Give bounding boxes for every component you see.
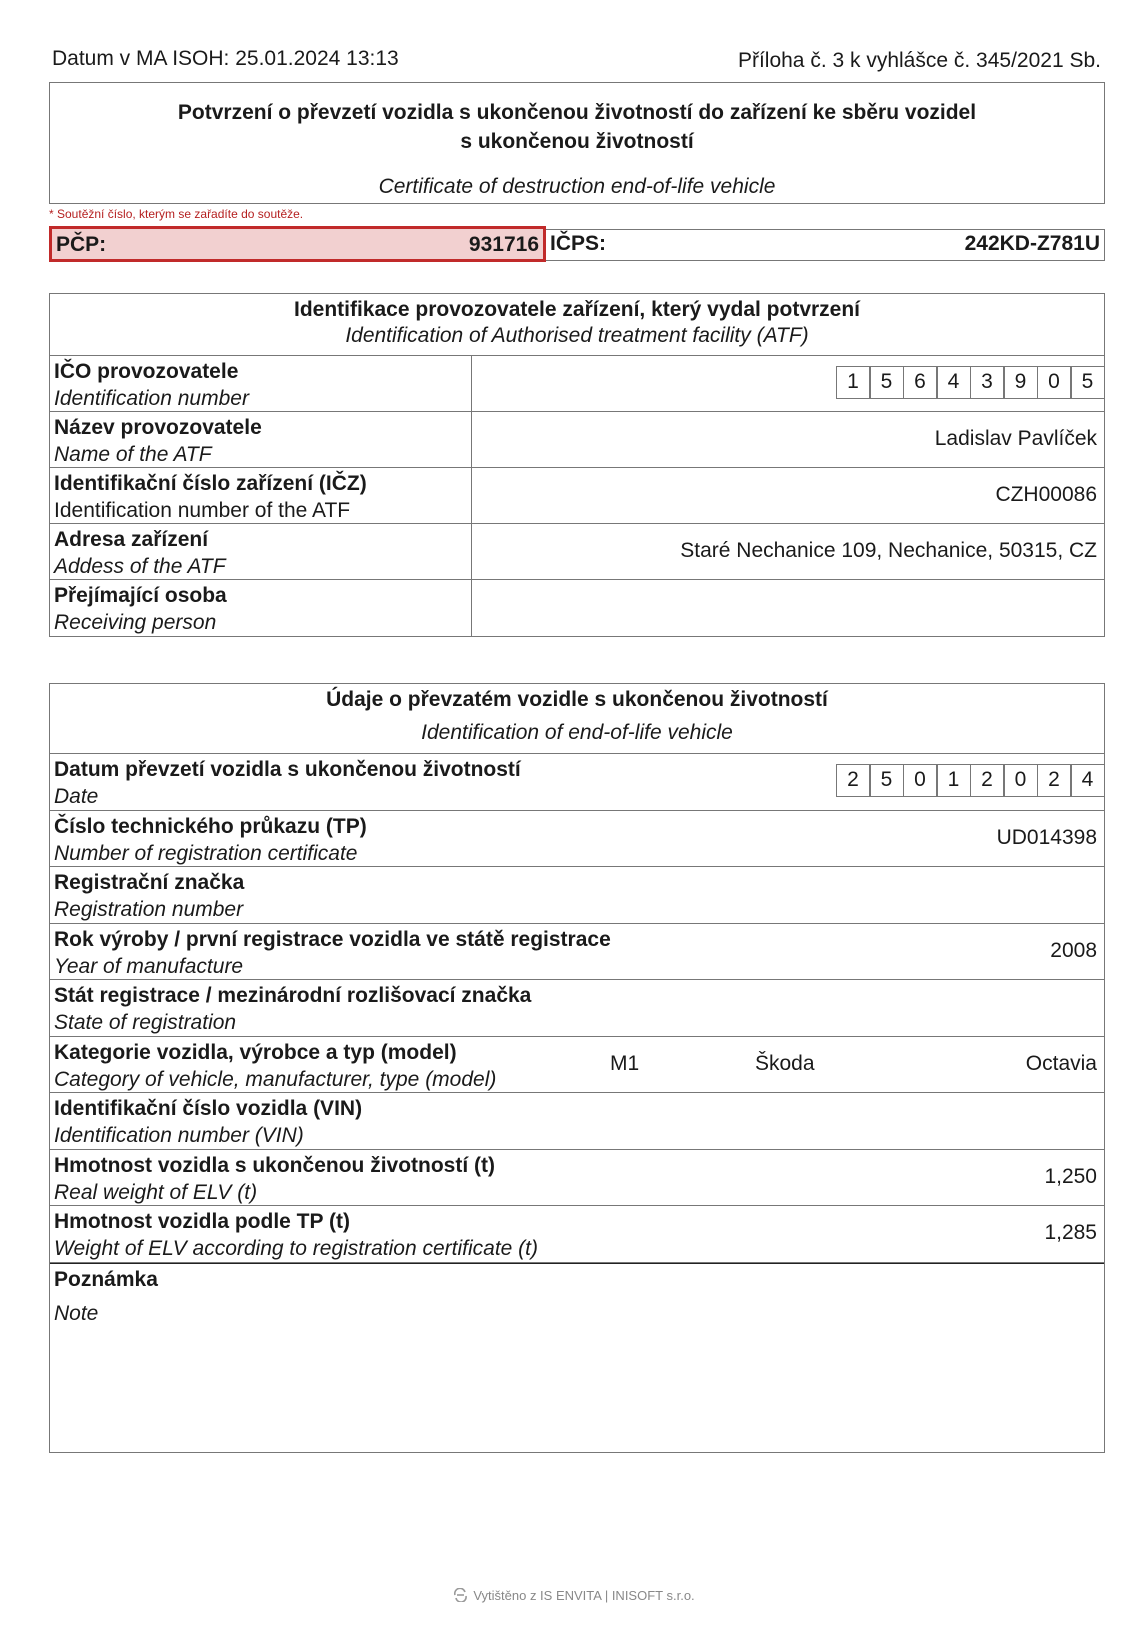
icps-label: IČPS:: [550, 232, 607, 255]
vehicle-section: [49, 683, 1105, 1453]
vehicle-subtitle: Identification of end-of-life vehicle: [421, 721, 733, 744]
ico-digit: 4: [936, 366, 971, 399]
ico-digit: 5: [869, 366, 904, 399]
year-value: 2008: [1050, 938, 1097, 962]
atf-row-address: Adresa zařízení Addess of the ATF Staré Nechanice 109, Nechanice, 50315, CZ: [50, 524, 1104, 580]
vehicle-row-date: Datum převzetí vozidla s ukončenou životností Date 2 5 0 1 2 0 2 4: [50, 754, 1104, 811]
model-value: Octavia: [1025, 1051, 1097, 1075]
atf-row-receiving-person: Přejímající osoba Receiving person: [50, 580, 1104, 636]
category-value: M1: [610, 1051, 640, 1075]
atf-address-value: Staré Nechanice 109, Nechanice, 50315, CZ: [680, 539, 1097, 562]
certificate-title: Potvrzení o převzetí vozidla s ukončenou životností do zařízení ke sběru vozidel s ukončenou životností: [177, 101, 977, 153]
isoh-date: Datum v MA ISOH: 25.01.2024 13:13: [52, 47, 399, 70]
date-digit: 0: [1003, 764, 1038, 797]
date-digit: 4: [1070, 764, 1105, 797]
pcp-icps-row: [49, 226, 1105, 262]
certificate-header: [49, 82, 1105, 204]
certificate-subtitle: Certificate of destruction end-of-life vehicle: [378, 175, 776, 198]
ico-digit: 9: [1003, 366, 1038, 399]
pcp-value: 931716: [468, 233, 539, 256]
vehicle-section-header: [50, 684, 1104, 754]
date-digit: 0: [903, 764, 938, 797]
vehicle-title: Údaje o převzatém vozidle s ukončenou životností: [326, 688, 828, 711]
vehicle-row-category: Kategorie vozidla, výrobce a typ (model) Category of vehicle, manufacturer, type (model) M1 Škoda Octavia: [50, 1037, 1104, 1094]
ico-digit: 3: [970, 366, 1005, 399]
vehicle-row-real-weight: Hmotnost vozidla s ukončenou životností (t) Real weight of ELV (t) 1,250: [50, 1150, 1104, 1207]
contest-note: * Soutěžní číslo, kterým se zařadíte do soutěže.: [49, 207, 304, 221]
atf-row-icz: Identifikační číslo zařízení (IČZ) Identification number of the ATF CZH00086: [50, 468, 1104, 524]
atf-icz-value: CZH00086: [995, 483, 1097, 506]
tp-number-value: UD014398: [996, 825, 1097, 849]
pcp-highlight-box: [49, 226, 546, 262]
footer-text: Vytištěno z IS ENVITA | INISOFT s.r.o.: [473, 1588, 695, 1603]
vehicle-row-year: Rok výroby / první registrace vozidla ve státě registrace Year of manufacture 2008: [50, 924, 1104, 981]
vehicle-row-tp-weight: Hmotnost vozidla podle TP (t) Weight of ELV according to registration certificate (t) 1,285: [50, 1206, 1104, 1263]
atf-row-ico: IČO provozovatele Identification number 1 5 6 4 3 9 0 5: [50, 356, 1104, 412]
atf-title: Identifikace provozovatele zařízení, který vydal potvrzení: [293, 298, 861, 321]
ico-digit: 1: [836, 366, 871, 399]
vehicle-row-registration: Registrační značka Registration number: [50, 867, 1104, 924]
tp-weight-value: 1,285: [1044, 1221, 1097, 1244]
date-digit: 2: [970, 764, 1005, 797]
vehicle-row-tp-number: Číslo technického průkazu (TP) Number of registration certificate UD014398: [50, 811, 1104, 868]
atf-section-header: [50, 294, 1104, 356]
atf-row-name: Název provozovatele Name of the ATF Ladislav Pavlíček: [50, 412, 1104, 468]
icps-box: [546, 229, 1105, 261]
vehicle-row-note: Poznámka Note: [50, 1263, 1104, 1456]
atf-section: [49, 293, 1105, 637]
envita-logo-icon: [453, 1588, 469, 1605]
annex-reference: Příloha č. 3 k vyhlášce č. 345/2021 Sb.: [737, 49, 1101, 72]
ico-digit: 6: [903, 366, 938, 399]
vehicle-row-vin: Identifikační číslo vozidla (VIN) Identification number (VIN): [50, 1093, 1104, 1150]
date-digits: [837, 764, 1105, 797]
date-digit: 2: [1037, 764, 1072, 797]
ico-digits: [837, 366, 1105, 399]
date-digit: 2: [836, 764, 871, 797]
footer: [0, 1588, 1148, 1605]
ico-digit: 5: [1070, 366, 1105, 399]
real-weight-value: 1,250: [1044, 1164, 1097, 1188]
ico-digit: 0: [1037, 366, 1072, 399]
atf-subtitle: Identification of Authorised treatment facility (ATF): [345, 324, 809, 347]
pcp-label: PČP:: [56, 233, 107, 256]
icps-value: 242KD-Z781U: [964, 232, 1100, 255]
date-digit: 1: [936, 764, 971, 797]
atf-name-value: Ladislav Pavlíček: [934, 427, 1097, 450]
manufacturer-value: Škoda: [755, 1051, 815, 1075]
date-digit: 5: [869, 764, 904, 797]
vehicle-row-state: Stát registrace / mezinárodní rozlišovací značka State of registration: [50, 980, 1104, 1037]
